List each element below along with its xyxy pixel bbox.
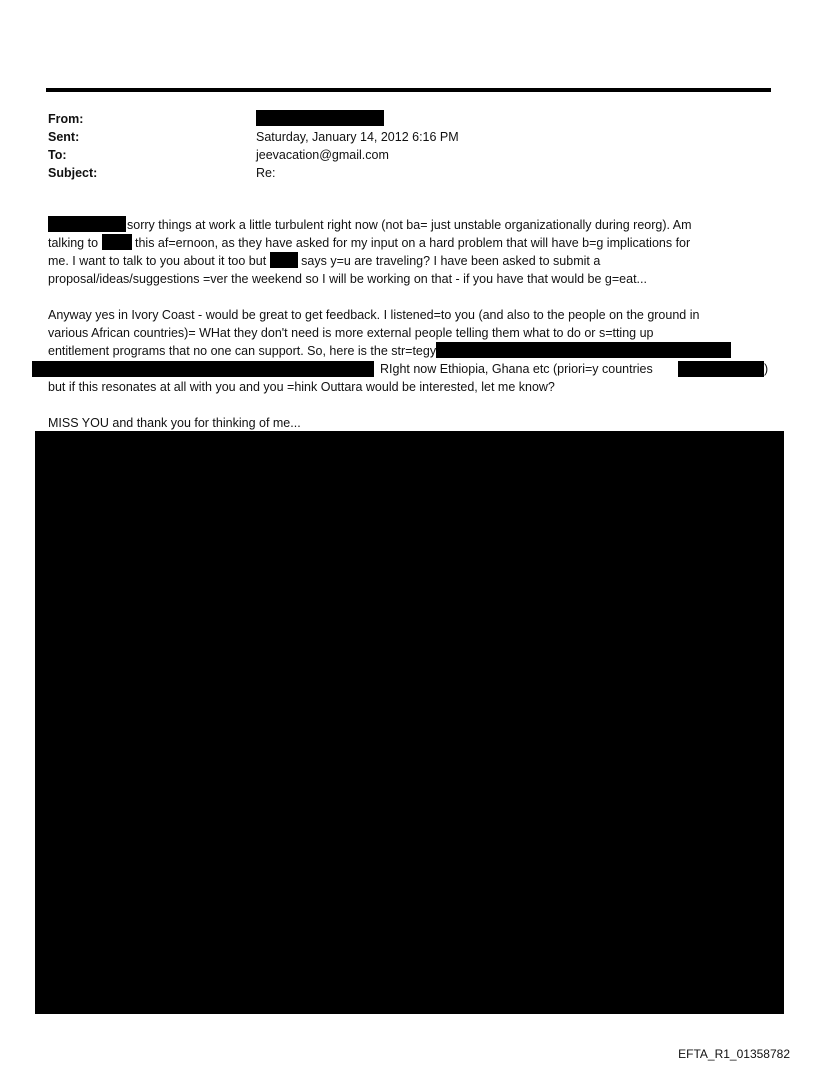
body-line [48, 360, 778, 378]
body-text-segment: RIght now Ethiopia, Ghana etc (priori=y countries [380, 362, 653, 376]
body-text-segment: me. I want to talk to you about it too but [48, 254, 267, 268]
body-text-segment: proposal/ideas/suggestions =ver the weekend so I will be working on that - if you have that would be g=eat... [48, 272, 647, 286]
paragraph-3 [48, 414, 778, 432]
header-divider [46, 88, 771, 92]
body-text-segment: various African countries)= WHat they don't need is more external people telling them what to do or s=tting up [48, 326, 654, 340]
body-line [48, 306, 778, 324]
body-line [48, 216, 778, 234]
sent-label: Sent: [48, 130, 80, 144]
redaction-block [678, 361, 764, 377]
body-text-segment: entitlement programs that no one can support. So, here is the str=tegy [48, 344, 437, 358]
body-line [48, 414, 778, 432]
subject-value: Re: [256, 166, 276, 180]
body-text-segment: ) [764, 362, 769, 376]
body-text-segment: MISS YOU and thank you for thinking of me... [48, 416, 301, 430]
sent-value: Saturday, January 14, 2012 6:16 PM [256, 130, 459, 144]
body-line [48, 252, 778, 270]
paragraph-1 [48, 216, 778, 288]
body-line [48, 270, 778, 288]
redaction-block [32, 361, 374, 377]
redaction-block [256, 110, 384, 126]
body-line [48, 234, 778, 252]
body-text-segment: but if this resonates at all with you and you =hink Outtara would be interested, let me know? [48, 380, 555, 394]
subject-label: Subject: [48, 166, 98, 180]
body-line [48, 342, 778, 360]
from-label: From: [48, 112, 84, 126]
redaction-block [436, 342, 731, 358]
body-text-segment: talking to [48, 236, 99, 250]
redaction-block [102, 234, 132, 250]
email-body [48, 216, 778, 450]
body-text-segment: this af=ernoon, as they have asked for my input on a hard problem that will have b=g implications for [135, 236, 691, 250]
body-text-segment: says y=u are traveling? I have been asked to submit a [301, 254, 601, 268]
paragraph-2 [48, 306, 778, 396]
to-value: jeevacation@gmail.com [256, 148, 389, 162]
to-label: To: [48, 148, 67, 162]
redaction-block [48, 216, 126, 232]
redaction-block [270, 252, 298, 268]
body-line [48, 378, 778, 396]
from-value [256, 110, 384, 128]
body-text-segment: sorry things at work a little turbulent right now (not ba= just unstable organizationally during reorg). Am [127, 218, 692, 232]
document-id: EFTA_R1_01358782 [678, 1047, 790, 1061]
redaction-block-large [35, 431, 784, 1014]
body-line [48, 324, 778, 342]
body-text-segment: Anyway yes in Ivory Coast - would be great to get feedback. I listened=to you (and also to the people on the ground in [48, 308, 700, 322]
